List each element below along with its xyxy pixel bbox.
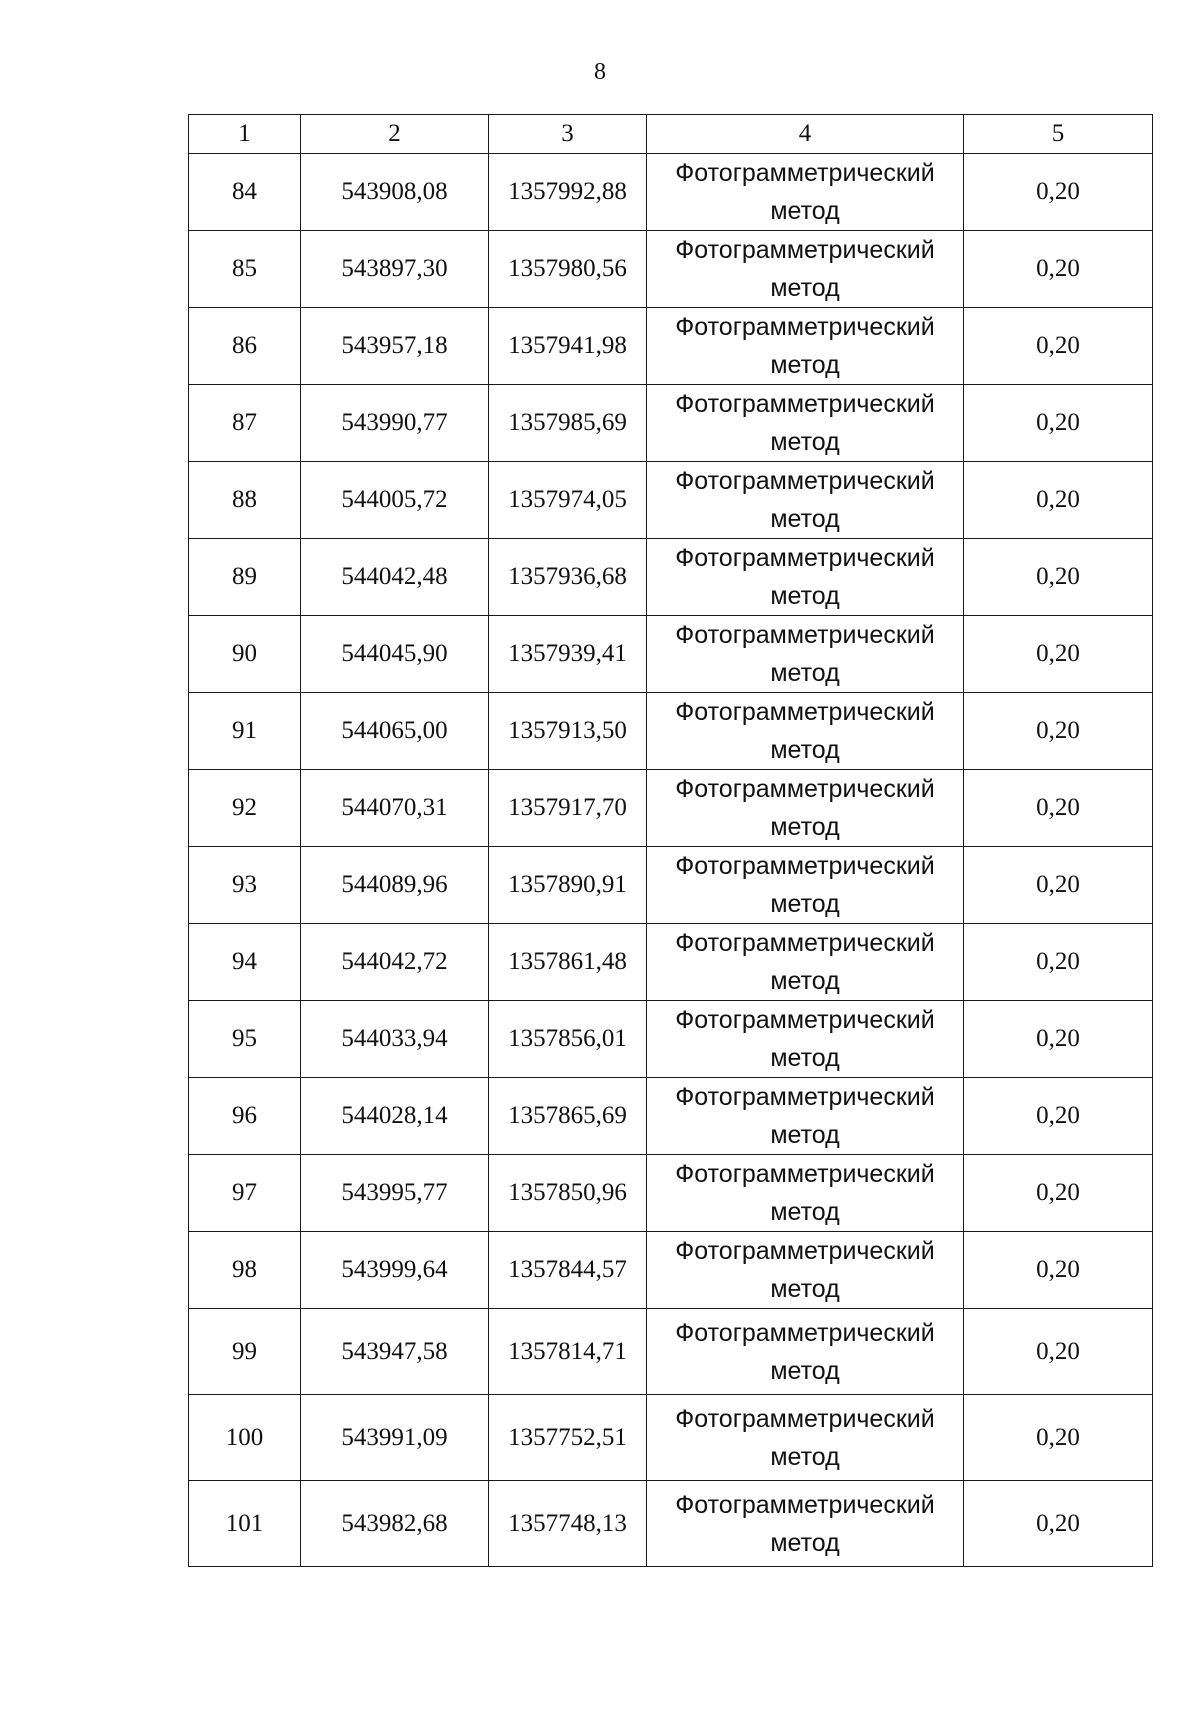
- error-cell: 0,20: [964, 924, 1153, 1001]
- method-line-1: Фотограмметрический: [675, 544, 935, 572]
- y-coordinate-cell: 1357941,98: [489, 308, 647, 385]
- method-line-1: Фотограмметрический: [675, 775, 935, 803]
- method-cell: [647, 847, 964, 924]
- table-row: [189, 1078, 1153, 1155]
- method-cell: [647, 1395, 964, 1481]
- method-line-2: метод: [770, 1275, 840, 1303]
- method-line-2: метод: [770, 1356, 840, 1385]
- x-coordinate-cell: 544033,94: [301, 1001, 489, 1078]
- error-cell: 0,20: [964, 231, 1153, 308]
- table-row: [189, 308, 1153, 385]
- x-coordinate-cell: 543897,30: [301, 231, 489, 308]
- x-coordinate-cell: 544070,31: [301, 770, 489, 847]
- coordinates-table: [188, 114, 1153, 1567]
- point-number-cell: 85: [189, 231, 301, 308]
- point-number-cell: 95: [189, 1001, 301, 1078]
- point-number-cell: 97: [189, 1155, 301, 1232]
- method-line-2: метод: [770, 890, 840, 918]
- point-number-cell: 91: [189, 693, 301, 770]
- method-cell: [647, 1309, 964, 1395]
- error-cell: 0,20: [964, 693, 1153, 770]
- error-cell: 0,20: [964, 770, 1153, 847]
- y-coordinate-cell: 1357980,56: [489, 231, 647, 308]
- x-coordinate-cell: 544042,72: [301, 924, 489, 1001]
- method-line-2: метод: [770, 582, 840, 610]
- method-line-1: Фотограмметрический: [675, 1318, 935, 1347]
- error-cell: 0,20: [964, 1155, 1153, 1232]
- error-cell: 0,20: [964, 462, 1153, 539]
- table-body: [189, 154, 1153, 1567]
- table-row: [189, 1309, 1153, 1395]
- table-row: [189, 616, 1153, 693]
- method-cell: [647, 1481, 964, 1567]
- header-cell: 3: [489, 115, 647, 154]
- y-coordinate-cell: 1357856,01: [489, 1001, 647, 1078]
- method-line-1: Фотограмметрический: [675, 1490, 935, 1519]
- y-coordinate-cell: 1357748,13: [489, 1481, 647, 1567]
- x-coordinate-cell: 543991,09: [301, 1395, 489, 1481]
- x-coordinate-cell: 544005,72: [301, 462, 489, 539]
- x-coordinate-cell: 543957,18: [301, 308, 489, 385]
- y-coordinate-cell: 1357974,05: [489, 462, 647, 539]
- point-number-cell: 88: [189, 462, 301, 539]
- method-line-1: Фотограмметрический: [675, 236, 935, 264]
- method-line-1: Фотограмметрический: [675, 621, 935, 649]
- coordinates-table-container: [188, 114, 1153, 1567]
- x-coordinate-cell: 543990,77: [301, 385, 489, 462]
- method-line-1: Фотограмметрический: [675, 390, 935, 418]
- method-line-2: метод: [770, 1198, 840, 1226]
- y-coordinate-cell: 1357752,51: [489, 1395, 647, 1481]
- table-row: [189, 1232, 1153, 1309]
- y-coordinate-cell: 1357913,50: [489, 693, 647, 770]
- table-row: [189, 1001, 1153, 1078]
- table-row: [189, 1155, 1153, 1232]
- error-cell: 0,20: [964, 1078, 1153, 1155]
- point-number-cell: 94: [189, 924, 301, 1001]
- method-cell: [647, 616, 964, 693]
- point-number-cell: 96: [189, 1078, 301, 1155]
- header-cell: 2: [301, 115, 489, 154]
- point-number-cell: 101: [189, 1481, 301, 1567]
- point-number-cell: 93: [189, 847, 301, 924]
- method-line-1: Фотограмметрический: [675, 698, 935, 726]
- method-cell: [647, 308, 964, 385]
- table-row: [189, 1395, 1153, 1481]
- method-line-1: Фотограмметрический: [675, 1237, 935, 1265]
- error-cell: 0,20: [964, 308, 1153, 385]
- x-coordinate-cell: 544065,00: [301, 693, 489, 770]
- x-coordinate-cell: 543995,77: [301, 1155, 489, 1232]
- method-line-2: метод: [770, 659, 840, 687]
- y-coordinate-cell: 1357865,69: [489, 1078, 647, 1155]
- error-cell: 0,20: [964, 1001, 1153, 1078]
- method-cell: [647, 539, 964, 616]
- point-number-cell: 84: [189, 154, 301, 231]
- error-cell: 0,20: [964, 385, 1153, 462]
- method-line-1: Фотограмметрический: [675, 1404, 935, 1433]
- error-cell: 0,20: [964, 154, 1153, 231]
- table-row: [189, 1481, 1153, 1567]
- table-row: [189, 770, 1153, 847]
- method-line-2: метод: [770, 351, 840, 379]
- method-cell: [647, 385, 964, 462]
- y-coordinate-cell: 1357917,70: [489, 770, 647, 847]
- method-cell: [647, 154, 964, 231]
- x-coordinate-cell: 543982,68: [301, 1481, 489, 1567]
- y-coordinate-cell: 1357844,57: [489, 1232, 647, 1309]
- table-row: [189, 231, 1153, 308]
- method-cell: [647, 462, 964, 539]
- table-header-row: [189, 115, 1153, 154]
- y-coordinate-cell: 1357985,69: [489, 385, 647, 462]
- y-coordinate-cell: 1357861,48: [489, 924, 647, 1001]
- method-line-2: метод: [770, 1121, 840, 1149]
- error-cell: 0,20: [964, 1481, 1153, 1567]
- method-cell: [647, 1232, 964, 1309]
- x-coordinate-cell: 543908,08: [301, 154, 489, 231]
- header-cell: 4: [647, 115, 964, 154]
- error-cell: 0,20: [964, 1232, 1153, 1309]
- y-coordinate-cell: 1357890,91: [489, 847, 647, 924]
- header-cell: 5: [964, 115, 1153, 154]
- point-number-cell: 90: [189, 616, 301, 693]
- page-number: 8: [594, 59, 606, 85]
- method-line-2: метод: [770, 813, 840, 841]
- table-row: [189, 385, 1153, 462]
- table-row: [189, 462, 1153, 539]
- error-cell: 0,20: [964, 1309, 1153, 1395]
- y-coordinate-cell: 1357850,96: [489, 1155, 647, 1232]
- y-coordinate-cell: 1357992,88: [489, 154, 647, 231]
- error-cell: 0,20: [964, 616, 1153, 693]
- x-coordinate-cell: 543999,64: [301, 1232, 489, 1309]
- method-cell: [647, 1155, 964, 1232]
- x-coordinate-cell: 544089,96: [301, 847, 489, 924]
- error-cell: 0,20: [964, 539, 1153, 616]
- x-coordinate-cell: 544042,48: [301, 539, 489, 616]
- point-number-cell: 99: [189, 1309, 301, 1395]
- method-cell: [647, 231, 964, 308]
- method-line-1: Фотограмметрический: [675, 852, 935, 880]
- method-line-2: метод: [770, 1044, 840, 1072]
- method-line-1: Фотограмметрический: [675, 1160, 935, 1188]
- method-cell: [647, 1001, 964, 1078]
- point-number-cell: 89: [189, 539, 301, 616]
- x-coordinate-cell: 544045,90: [301, 616, 489, 693]
- point-number-cell: 100: [189, 1395, 301, 1481]
- method-line-1: Фотограмметрический: [675, 929, 935, 957]
- table-row: [189, 847, 1153, 924]
- header-cell: 1: [189, 115, 301, 154]
- method-line-1: Фотограмметрический: [675, 159, 935, 187]
- method-line-1: Фотограмметрический: [675, 313, 935, 341]
- point-number-cell: 86: [189, 308, 301, 385]
- method-line-2: метод: [770, 736, 840, 764]
- y-coordinate-cell: 1357936,68: [489, 539, 647, 616]
- method-line-2: метод: [770, 1528, 840, 1557]
- method-cell: [647, 693, 964, 770]
- y-coordinate-cell: 1357814,71: [489, 1309, 647, 1395]
- method-line-2: метод: [770, 1442, 840, 1471]
- method-cell: [647, 1078, 964, 1155]
- method-cell: [647, 924, 964, 1001]
- table-row: [189, 539, 1153, 616]
- point-number-cell: 87: [189, 385, 301, 462]
- x-coordinate-cell: 544028,14: [301, 1078, 489, 1155]
- point-number-cell: 98: [189, 1232, 301, 1309]
- method-line-1: Фотограмметрический: [675, 467, 935, 495]
- table-row: [189, 924, 1153, 1001]
- point-number-cell: 92: [189, 770, 301, 847]
- method-line-2: метод: [770, 428, 840, 456]
- method-line-1: Фотограмметрический: [675, 1006, 935, 1034]
- table-row: [189, 693, 1153, 770]
- y-coordinate-cell: 1357939,41: [489, 616, 647, 693]
- error-cell: 0,20: [964, 1395, 1153, 1481]
- x-coordinate-cell: 543947,58: [301, 1309, 489, 1395]
- method-line-2: метод: [770, 197, 840, 225]
- method-line-2: метод: [770, 505, 840, 533]
- table-row: [189, 154, 1153, 231]
- method-line-2: метод: [770, 274, 840, 302]
- error-cell: 0,20: [964, 847, 1153, 924]
- method-line-1: Фотограмметрический: [675, 1083, 935, 1111]
- method-cell: [647, 770, 964, 847]
- method-line-2: метод: [770, 967, 840, 995]
